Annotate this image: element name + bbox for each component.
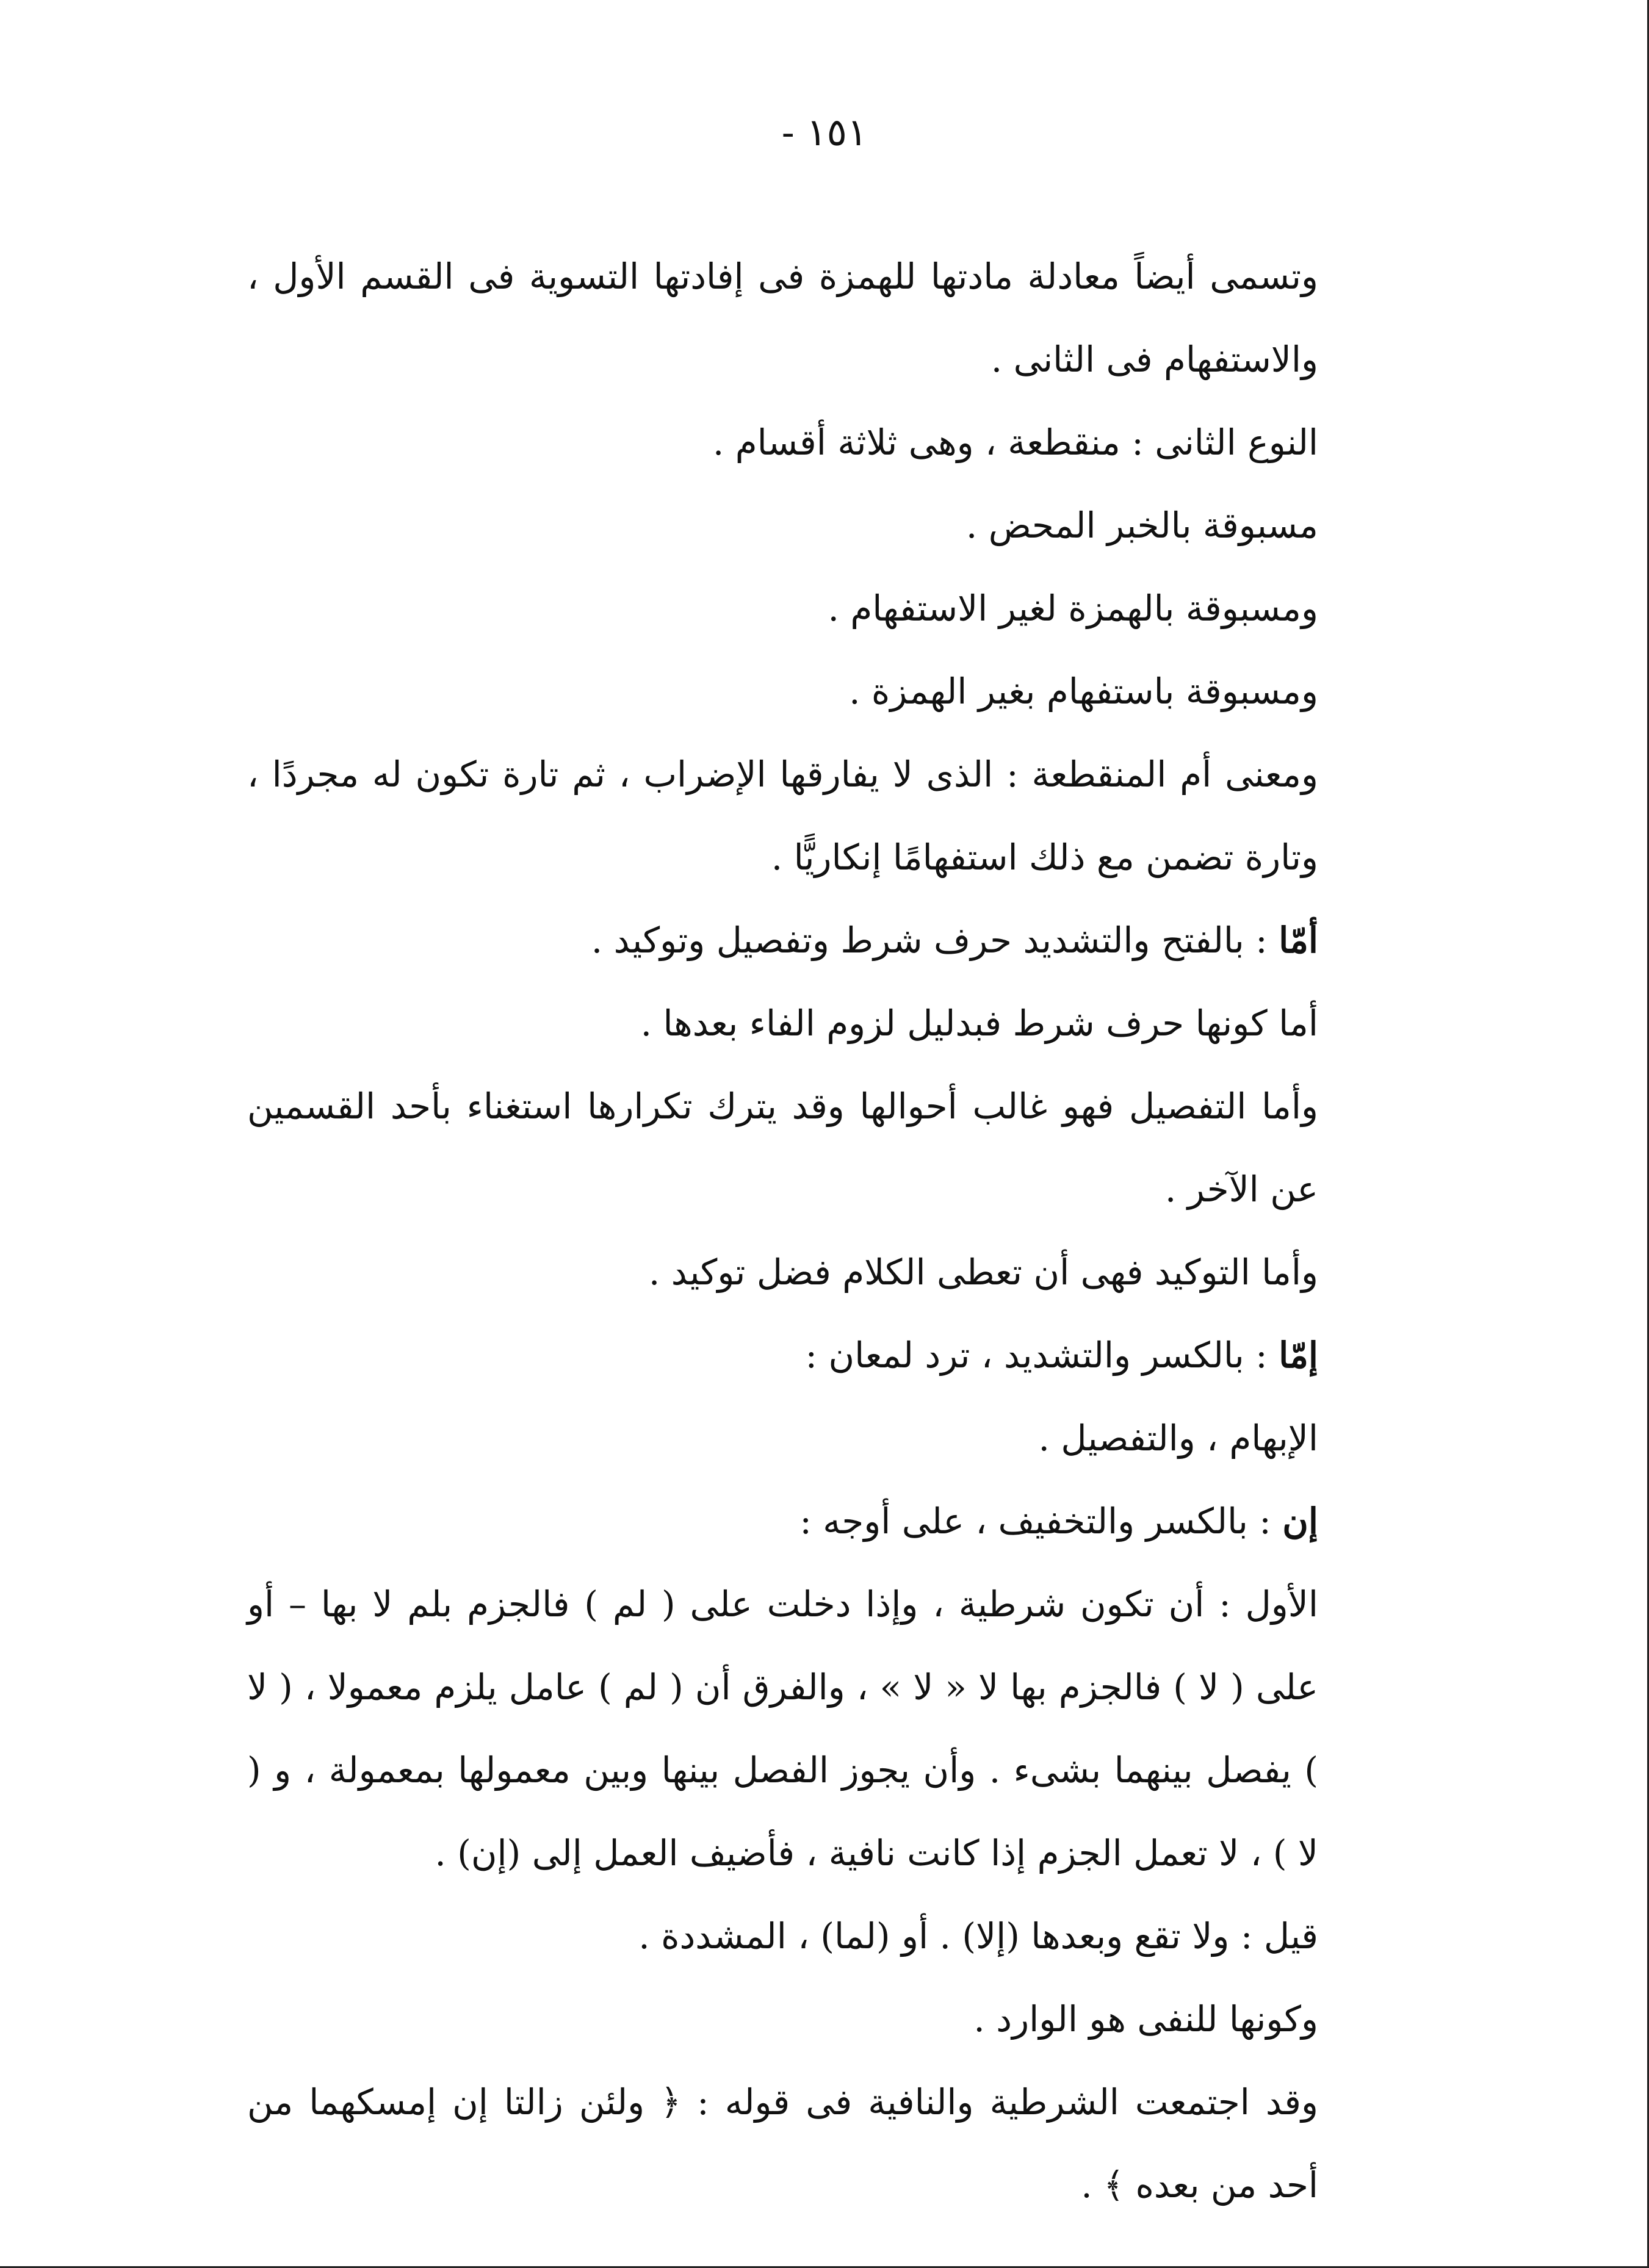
paragraph: [247, 1563, 1449, 1895]
page-number: ١٥١ -: [781, 110, 868, 154]
term-heading: أمّا: [1279, 920, 1318, 961]
paragraph-text: وأما التفصيل فهو غالب أحوالها وقد يترك تكرارها استغناء بأحد القسمين عن الآخر .: [247, 1085, 1318, 1210]
paragraph: [247, 982, 1449, 1065]
paragraph-text: أما كونها حرف شرط فبدليل لزوم الفاء بعدها .: [640, 1003, 1318, 1044]
paragraph: [247, 1480, 1449, 1563]
paragraph: [247, 1231, 1449, 1314]
paragraph: [247, 235, 1449, 401]
paragraph-text: ومعنى أم المنقطعة : الذى لا يفارقها الإضراب ، ثم تارة تكون له مجردًا ، وتارة تضمن مع ذلك استفهامًا إنكاريًّا .: [247, 754, 1318, 878]
paragraph: [247, 2061, 1449, 2227]
paragraph-text: : بالكسر والتشديد ، ترد لمعان :: [805, 1334, 1279, 1376]
paragraph: [247, 1978, 1449, 2061]
paragraph: [247, 1397, 1449, 1480]
paragraph-text: ومسبوقة بالهمزة لغير الاستفهام .: [828, 588, 1318, 629]
body-text: [247, 235, 1449, 2227]
paragraph: [247, 1065, 1449, 1231]
paragraph: [247, 1895, 1449, 1978]
paragraph-text: ومسبوقة باستفهام بغير الهمزة .: [849, 671, 1318, 712]
paragraph-text: وأما التوكيد فهى أن تعطى الكلام فضل توكيد .: [648, 1251, 1318, 1293]
paragraph-text: النوع الثانى : منقطعة ، وهى ثلاثة أقسام .: [712, 422, 1318, 463]
paragraph: [247, 650, 1449, 733]
paragraph: [247, 899, 1449, 982]
paragraph-text: وكونها للنفى هو الوارد .: [973, 1998, 1318, 2040]
paragraph-text: وتسمى أيضاً معادلة مادتها للهمزة فى إفادتها التسوية فى القسم الأول ، والاستفهام فى الثانى .: [247, 256, 1318, 380]
paragraph: [247, 733, 1449, 899]
paragraph-text: : بالكسر والتخفيف ، على أوجه :: [799, 1500, 1283, 1542]
paragraph-text: مسبوقة بالخبر المحض .: [965, 505, 1318, 546]
paragraph-text: الأول : أن تكون شرطية ، وإذا دخلت على ( لم ) فالجزم بلم لا بها – أو على ( لا ) فالجزم بها لا « لا » ، والفرق أن ( لم ) عامل يلزم معمولا ، ( لا ) يفصل بينهما بشىء . وأن يجوز الفصل بينها وبين معمولها بمعمولة ، و ( لا ) ، لا تعمل الجزم إذا كانت نافية ، فأضيف العمل إلى (إن) .: [247, 1583, 1318, 1874]
paragraph-text: الإبهام ، والتفصيل .: [1038, 1417, 1318, 1459]
paragraph: [247, 484, 1449, 567]
paragraph-text: وقد اجتمعت الشرطية والنافية فى قوله : ﴿ ولئن زالتا إن إمسكهما من أحد من بعده ﴾ .: [247, 2081, 1318, 2206]
paragraph: [247, 567, 1449, 650]
paragraph-text: : بالفتح والتشديد حرف شرط وتفصيل وتوكيد .: [591, 920, 1279, 961]
term-heading: إمّا: [1279, 1334, 1318, 1376]
term-heading: إن: [1282, 1500, 1318, 1542]
paragraph: [247, 1314, 1449, 1397]
paragraph-text: قيل : ولا تقع وبعدها (إلا) . أو (لما) ، المشددة .: [638, 1915, 1318, 1957]
paragraph: [247, 401, 1449, 484]
